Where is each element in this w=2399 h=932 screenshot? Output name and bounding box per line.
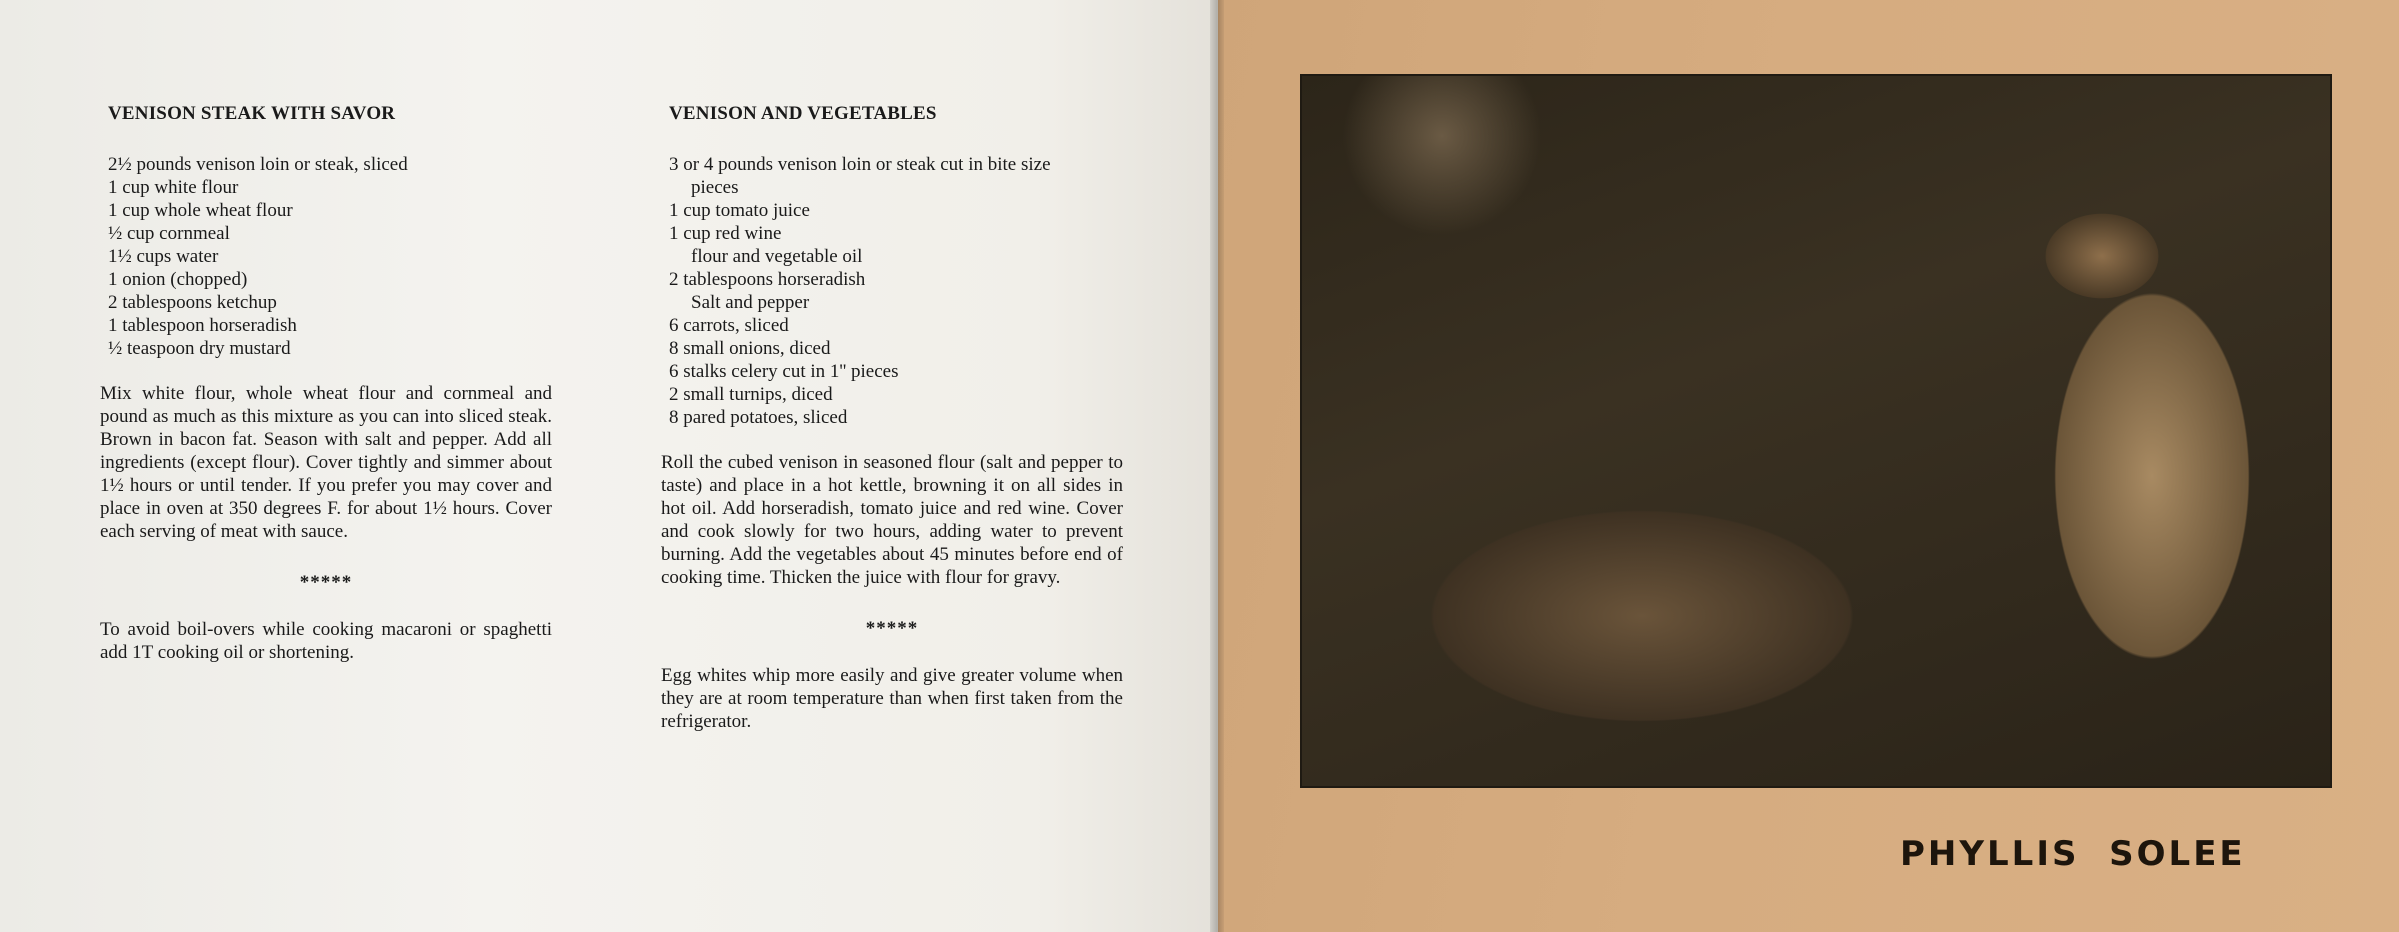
- recipe-instructions: Roll the cubed venison in seasoned flour (salt and pepper to taste) and place in a hot kettle, browning it on all sides in hot oil. Add horseradish, tomato juice and red wine. Cover and cook slowly for two hours, adding water to prevent burning. Add the vegetables about 45 minutes before end of cooking time. Thicken the juice with flour for gravy.: [661, 452, 1123, 588]
- cooking-tip: To avoid boil-overs while cooking macaroni or spaghetti add 1T cooking oil or shortening.: [100, 619, 552, 663]
- ingredient: 1 tablespoon horseradish: [108, 315, 297, 336]
- ingredient: 1 onion (chopped): [108, 269, 248, 290]
- ingredient-list: [669, 153, 1123, 429]
- ingredient: ½ cup cornmeal: [108, 223, 230, 244]
- ingredient: 6 carrots, sliced: [669, 315, 789, 336]
- ingredient: Salt and pepper: [691, 292, 810, 313]
- ingredient: 2 tablespoons horseradish: [669, 269, 866, 290]
- hunter-photo: [1300, 74, 2332, 788]
- ingredient-list: [108, 153, 552, 360]
- ingredient: 1 cup tomato juice: [669, 200, 810, 221]
- ingredient: 6 stalks celery cut in 1'' pieces: [669, 361, 899, 382]
- recipe-venison-vegetables: [661, 102, 1123, 733]
- ingredient: 8 small onions, diced: [669, 338, 831, 359]
- recipe-title: VENISON AND VEGETABLES: [669, 103, 937, 124]
- ingredient: 2 small turnips, diced: [669, 384, 833, 405]
- ingredient: 1 cup red wine: [669, 223, 782, 244]
- ingredient: ½ teaspoon dry mustard: [108, 338, 291, 359]
- ingredient: flour and vegetable oil: [691, 246, 863, 267]
- book-spine: [1210, 0, 1224, 932]
- cooking-tip: Egg whites whip more easily and give greater volume when they are at room temperature than when first taken from the refrigerator.: [661, 665, 1123, 732]
- ingredient: 2½ pounds venison loin or steak, sliced: [108, 154, 408, 175]
- recipe-title: VENISON STEAK WITH SAVOR: [108, 103, 396, 124]
- section-separator: *****: [299, 572, 353, 593]
- ingredient: 2 tablespoons ketchup: [108, 292, 277, 313]
- photo-caption: PHYLLIS SOLEE: [1900, 834, 2246, 874]
- recipe-instructions: Mix white flour, whole wheat flour and cornmeal and pound as much as this mixture as you can into sliced steak. Brown in bacon fat. Season with salt and pepper. Add all ingredients (except flour). Cover tightly and simmer about 1½ hours or until tender. If you prefer you may cover and place in oven at 350 degrees F. for about 1½ hours. Cover each serving of meat with sauce.: [100, 383, 552, 542]
- ingredient: pieces: [691, 177, 739, 198]
- section-separator: *****: [865, 618, 919, 639]
- recipe-venison-steak: [100, 102, 552, 664]
- ingredient: 3 or 4 pounds venison loin or steak cut in bite size: [669, 154, 1051, 175]
- ingredient: 1 cup whole wheat flour: [108, 200, 293, 221]
- ingredient: 8 pared potatoes, sliced: [669, 407, 848, 428]
- ingredient: 1 cup white flour: [108, 177, 239, 198]
- ingredient: 1½ cups water: [108, 246, 219, 267]
